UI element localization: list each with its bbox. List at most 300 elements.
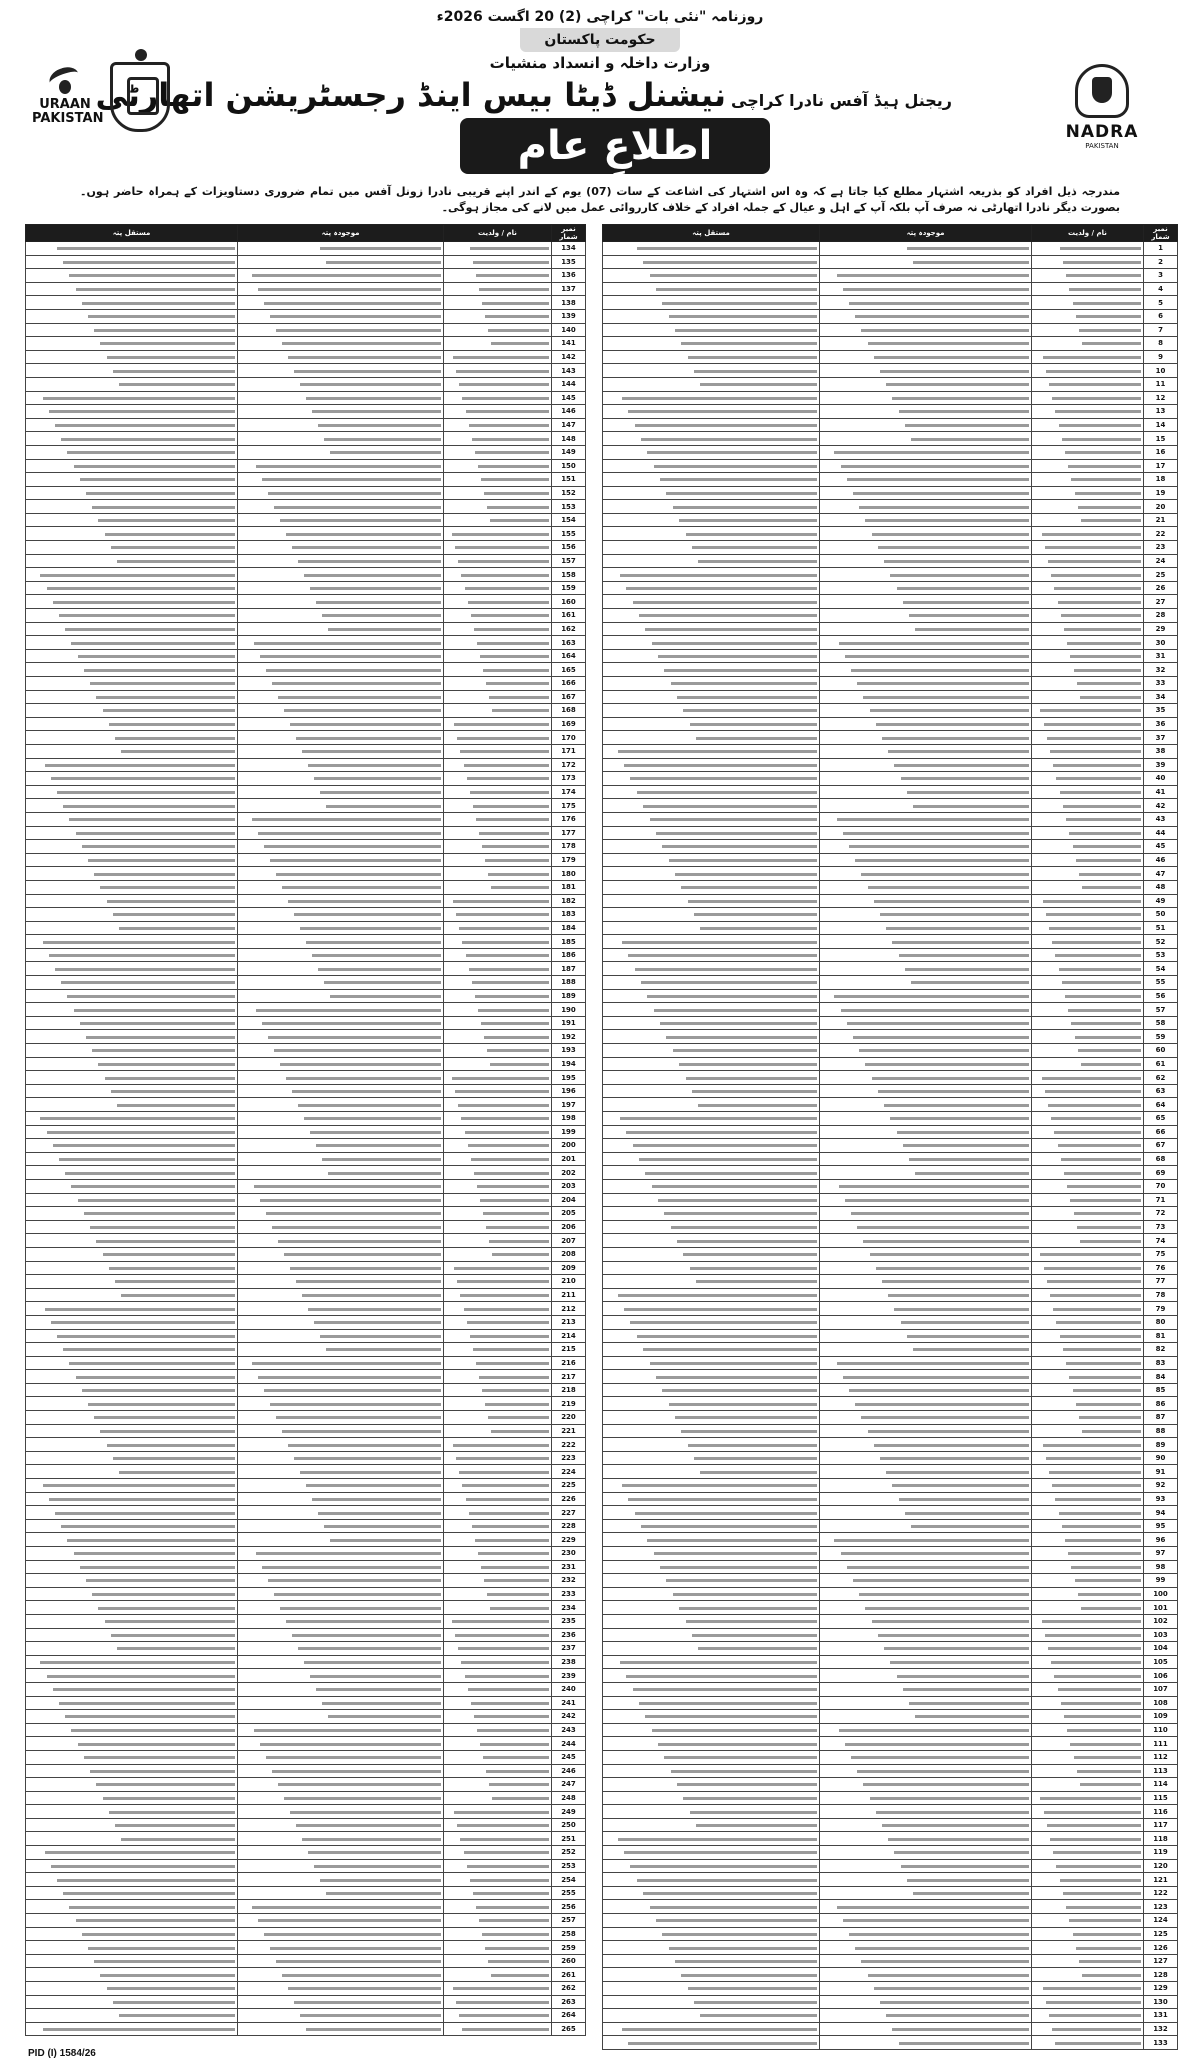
- row-permanent-address: [26, 2009, 238, 2023]
- row-permanent-address: [603, 1614, 820, 1628]
- row-serial-number: 103: [1144, 1628, 1178, 1642]
- row-name: [1032, 282, 1144, 296]
- table-row: [26, 1900, 586, 1914]
- regional-office-label: ریجنل ہیڈ آفس نادرا کراچی: [731, 91, 952, 110]
- illegible-text-fill: [841, 465, 1029, 468]
- illegible-text-fill: [107, 1987, 235, 1990]
- row-permanent-address: [26, 1601, 238, 1615]
- illegible-text-fill: [254, 1729, 441, 1732]
- table-row: [26, 1003, 586, 1017]
- table-row: [26, 1261, 586, 1275]
- row-permanent-address: [26, 1778, 238, 1792]
- table-row: [26, 1628, 586, 1642]
- row-current-address: [238, 541, 444, 555]
- row-current-address: [238, 812, 444, 826]
- illegible-text-fill: [671, 1226, 817, 1229]
- row-serial-number: 20: [1144, 500, 1178, 514]
- illegible-text-fill: [109, 1811, 235, 1814]
- row-current-address: [238, 1628, 444, 1642]
- row-serial-number: 59: [1144, 1030, 1178, 1044]
- row-permanent-address: [26, 1220, 238, 1234]
- row-permanent-address: [26, 1071, 238, 1085]
- table-row: [26, 758, 586, 772]
- illegible-text-fill: [897, 1131, 1029, 1134]
- illegible-text-fill: [626, 1131, 817, 1134]
- row-permanent-address: [26, 364, 238, 378]
- row-serial-number: 69: [1144, 1166, 1178, 1180]
- row-permanent-address: [26, 1084, 238, 1098]
- row-serial-number: 221: [552, 1424, 586, 1438]
- row-name: [1032, 513, 1144, 527]
- row-name: [444, 242, 552, 256]
- illegible-text-fill: [252, 818, 441, 821]
- row-name: [1032, 935, 1144, 949]
- table-row: [603, 1424, 1178, 1438]
- row-current-address: [238, 704, 444, 718]
- illegible-text-fill: [882, 737, 1029, 740]
- illegible-text-fill: [1049, 927, 1141, 930]
- table-row: [26, 1587, 586, 1601]
- illegible-text-fill: [270, 1947, 441, 1950]
- row-current-address: [820, 1859, 1032, 1873]
- illegible-text-fill: [262, 1022, 441, 1025]
- row-name: [1032, 1954, 1144, 1968]
- table-row: [603, 1125, 1178, 1139]
- header-serial: نمبر شمار: [552, 225, 586, 242]
- illegible-text-fill: [310, 1131, 441, 1134]
- row-name: [444, 636, 552, 650]
- row-permanent-address: [603, 432, 820, 446]
- row-permanent-address: [603, 1397, 820, 1411]
- row-name: [1032, 894, 1144, 908]
- illegible-text-fill: [671, 682, 817, 685]
- row-name: [444, 323, 552, 337]
- row-name: [1032, 1560, 1144, 1574]
- illegible-text-fill: [696, 1824, 817, 1827]
- row-name: [444, 1642, 552, 1656]
- illegible-text-fill: [1080, 1240, 1141, 1243]
- row-current-address: [238, 1247, 444, 1261]
- row-permanent-address: [603, 405, 820, 419]
- row-name: [444, 853, 552, 867]
- row-name: [444, 894, 552, 908]
- row-permanent-address: [603, 1003, 820, 1017]
- row-current-address: [238, 1723, 444, 1737]
- illegible-text-fill: [113, 1457, 235, 1460]
- row-current-address: [820, 1968, 1032, 1982]
- illegible-text-fill: [478, 1552, 549, 1555]
- header-name: نام / ولدیت: [1032, 225, 1144, 242]
- illegible-text-fill: [1063, 805, 1141, 808]
- row-current-address: [238, 1397, 444, 1411]
- row-name: [444, 1587, 552, 1601]
- table-row: [603, 1519, 1178, 1533]
- illegible-text-fill: [1069, 1919, 1141, 1922]
- row-serial-number: 47: [1144, 867, 1178, 881]
- illegible-text-fill: [1074, 669, 1141, 672]
- table-row: [603, 2009, 1178, 2023]
- row-serial-number: 117: [1144, 1818, 1178, 1832]
- row-current-address: [238, 1275, 444, 1289]
- row-permanent-address: [603, 1873, 820, 1887]
- illegible-text-fill: [98, 1607, 235, 1610]
- illegible-text-fill: [694, 913, 817, 916]
- illegible-text-fill: [1055, 410, 1141, 413]
- illegible-text-fill: [475, 1539, 549, 1542]
- illegible-text-fill: [909, 1702, 1029, 1705]
- row-serial-number: 96: [1144, 1533, 1178, 1547]
- row-name: [1032, 1832, 1144, 1846]
- row-permanent-address: [26, 1207, 238, 1221]
- row-permanent-address: [603, 1587, 820, 1601]
- illegible-text-fill: [892, 397, 1029, 400]
- row-permanent-address: [603, 1982, 820, 1996]
- illegible-text-fill: [1063, 1892, 1141, 1895]
- row-name: [444, 1424, 552, 1438]
- row-current-address: [820, 1261, 1032, 1275]
- row-serial-number: 92: [1144, 1479, 1178, 1493]
- illegible-text-fill: [694, 370, 817, 373]
- row-serial-number: 134: [552, 242, 586, 256]
- illegible-text-fill: [681, 1974, 817, 1977]
- illegible-text-fill: [884, 1104, 1029, 1107]
- illegible-text-fill: [292, 546, 441, 549]
- row-serial-number: 147: [552, 418, 586, 432]
- table-row: [26, 1791, 586, 1805]
- illegible-text-fill: [853, 1036, 1029, 1039]
- illegible-text-fill: [324, 1525, 441, 1528]
- illegible-text-fill: [294, 2001, 441, 2004]
- row-serial-number: 132: [1144, 2022, 1178, 2036]
- row-current-address: [820, 921, 1032, 935]
- illegible-text-fill: [650, 1362, 817, 1365]
- row-current-address: [820, 1682, 1032, 1696]
- table-row: [603, 1329, 1178, 1343]
- illegible-text-fill: [1069, 832, 1141, 835]
- row-name: [444, 527, 552, 541]
- row-serial-number: 118: [1144, 1832, 1178, 1846]
- illegible-text-fill: [1068, 1009, 1141, 1012]
- row-serial-number: 91: [1144, 1465, 1178, 1479]
- illegible-text-fill: [892, 2028, 1029, 2031]
- illegible-text-fill: [260, 1743, 441, 1746]
- table-row: [603, 296, 1178, 310]
- illegible-text-fill: [1070, 1199, 1141, 1202]
- row-name: [1032, 1655, 1144, 1669]
- row-serial-number: 83: [1144, 1356, 1178, 1370]
- row-name: [1032, 1465, 1144, 1479]
- table-row: [26, 1356, 586, 1370]
- illegible-text-fill: [298, 1647, 441, 1650]
- table-row: [603, 1737, 1178, 1751]
- illegible-text-fill: [1073, 1389, 1141, 1392]
- illegible-text-fill: [61, 981, 235, 984]
- table-row: [26, 1750, 586, 1764]
- row-name: [444, 1356, 552, 1370]
- row-permanent-address: [26, 1574, 238, 1588]
- row-serial-number: 7: [1144, 323, 1178, 337]
- row-permanent-address: [26, 1900, 238, 1914]
- row-permanent-address: [603, 1152, 820, 1166]
- row-current-address: [238, 799, 444, 813]
- row-name: [1032, 1166, 1144, 1180]
- table-row: [26, 595, 586, 609]
- table-row: [603, 1764, 1178, 1778]
- illegible-text-fill: [618, 1838, 817, 1841]
- illegible-text-fill: [69, 1362, 235, 1365]
- row-serial-number: 168: [552, 704, 586, 718]
- row-name: [444, 1968, 552, 1982]
- illegible-text-fill: [878, 546, 1029, 549]
- illegible-text-fill: [61, 1525, 235, 1528]
- row-current-address: [238, 1098, 444, 1112]
- row-serial-number: 49: [1144, 894, 1178, 908]
- row-current-address: [238, 1846, 444, 1860]
- row-name: [1032, 1628, 1144, 1642]
- illegible-text-fill: [473, 261, 549, 264]
- illegible-text-fill: [310, 587, 441, 590]
- illegible-text-fill: [482, 1389, 549, 1392]
- row-permanent-address: [603, 1859, 820, 1873]
- row-serial-number: 160: [552, 595, 586, 609]
- row-permanent-address: [603, 1846, 820, 1860]
- row-permanent-address: [603, 1574, 820, 1588]
- row-serial-number: 110: [1144, 1723, 1178, 1737]
- row-serial-number: 9: [1144, 350, 1178, 364]
- row-current-address: [820, 432, 1032, 446]
- table-row: [603, 853, 1178, 867]
- illegible-text-fill: [669, 859, 817, 862]
- row-name: [1032, 1016, 1144, 1030]
- row-serial-number: 240: [552, 1682, 586, 1696]
- row-permanent-address: [26, 242, 238, 256]
- row-current-address: [820, 486, 1032, 500]
- illegible-text-fill: [63, 1892, 235, 1895]
- row-current-address: [238, 948, 444, 962]
- illegible-text-fill: [1077, 682, 1141, 685]
- row-permanent-address: [26, 1873, 238, 1887]
- illegible-text-fill: [63, 261, 235, 264]
- illegible-text-fill: [252, 1362, 441, 1365]
- row-name: [444, 1778, 552, 1792]
- row-serial-number: 245: [552, 1750, 586, 1764]
- row-name: [1032, 1207, 1144, 1221]
- row-current-address: [820, 1152, 1032, 1166]
- illegible-text-fill: [700, 383, 817, 386]
- table-row: [26, 1506, 586, 1520]
- table-row: [26, 1030, 586, 1044]
- row-permanent-address: [26, 405, 238, 419]
- illegible-text-fill: [472, 438, 549, 441]
- table-row: [26, 1166, 586, 1180]
- table-row: [603, 1397, 1178, 1411]
- illegible-text-fill: [300, 1471, 441, 1474]
- row-serial-number: 232: [552, 1574, 586, 1588]
- illegible-text-fill: [282, 1974, 441, 1977]
- uraan-bird-icon: [45, 64, 85, 98]
- illegible-text-fill: [308, 1851, 441, 1854]
- row-permanent-address: [603, 337, 820, 351]
- illegible-text-fill: [696, 737, 817, 740]
- row-current-address: [238, 581, 444, 595]
- illegible-text-fill: [49, 410, 235, 413]
- row-name: [1032, 1288, 1144, 1302]
- illegible-text-fill: [107, 356, 235, 359]
- row-name: [444, 1846, 552, 1860]
- row-name: [444, 812, 552, 826]
- row-serial-number: 106: [1144, 1669, 1178, 1683]
- table-row: [603, 894, 1178, 908]
- illegible-text-fill: [880, 2001, 1029, 2004]
- row-permanent-address: [26, 1411, 238, 1425]
- illegible-text-fill: [452, 1620, 549, 1623]
- row-current-address: [238, 1234, 444, 1248]
- row-current-address: [820, 1411, 1032, 1425]
- illegible-text-fill: [618, 1294, 817, 1297]
- row-permanent-address: [603, 255, 820, 269]
- row-serial-number: 109: [1144, 1710, 1178, 1724]
- table-row: [603, 1207, 1178, 1221]
- illegible-text-fill: [868, 1974, 1029, 1977]
- illegible-text-fill: [675, 1416, 817, 1419]
- row-name: [444, 921, 552, 935]
- illegible-text-fill: [880, 913, 1029, 916]
- row-current-address: [820, 1846, 1032, 1860]
- header-current-address: موجودہ پتہ: [820, 225, 1032, 242]
- table-row: [26, 1193, 586, 1207]
- illegible-text-fill: [100, 886, 235, 889]
- illegible-text-fill: [266, 1756, 441, 1759]
- row-current-address: [820, 1112, 1032, 1126]
- illegible-text-fill: [304, 1117, 441, 1120]
- row-name: [1032, 1750, 1144, 1764]
- row-serial-number: 213: [552, 1315, 586, 1329]
- illegible-text-fill: [61, 438, 235, 441]
- row-permanent-address: [26, 758, 238, 772]
- row-current-address: [238, 1614, 444, 1628]
- illegible-text-fill: [1048, 560, 1141, 563]
- row-current-address: [820, 1166, 1032, 1180]
- table-row: [603, 826, 1178, 840]
- table-row: [26, 704, 586, 718]
- row-permanent-address: [603, 744, 820, 758]
- illegible-text-fill: [863, 1240, 1029, 1243]
- table-body-right: [603, 242, 1178, 2050]
- illegible-text-fill: [288, 900, 441, 903]
- illegible-text-fill: [834, 451, 1029, 454]
- table-row: [603, 744, 1178, 758]
- illegible-text-fill: [677, 696, 817, 699]
- table-row: [603, 1954, 1178, 1968]
- row-name: [1032, 1710, 1144, 1724]
- row-current-address: [820, 744, 1032, 758]
- illegible-text-fill: [96, 696, 235, 699]
- row-serial-number: 177: [552, 826, 586, 840]
- row-current-address: [238, 622, 444, 636]
- illegible-text-fill: [1062, 438, 1141, 441]
- illegible-text-fill: [849, 1389, 1029, 1392]
- row-current-address: [238, 282, 444, 296]
- row-name: [1032, 1302, 1144, 1316]
- row-current-address: [238, 908, 444, 922]
- illegible-text-fill: [470, 247, 549, 250]
- row-serial-number: 252: [552, 1846, 586, 1860]
- row-serial-number: 17: [1144, 459, 1178, 473]
- row-name: [444, 1818, 552, 1832]
- row-permanent-address: [603, 541, 820, 555]
- illegible-text-fill: [1061, 1158, 1141, 1161]
- table-row: [26, 1982, 586, 1996]
- row-current-address: [238, 2022, 444, 2036]
- table-row: [26, 527, 586, 541]
- row-name: [444, 1560, 552, 1574]
- illegible-text-fill: [675, 1960, 817, 1963]
- row-permanent-address: [26, 1030, 238, 1044]
- illegible-text-fill: [692, 1090, 817, 1093]
- row-current-address: [238, 1383, 444, 1397]
- illegible-text-fill: [462, 1484, 549, 1487]
- row-name: [444, 1220, 552, 1234]
- illegible-text-fill: [626, 1675, 817, 1678]
- illegible-text-fill: [618, 750, 817, 753]
- table-row: [603, 1669, 1178, 1683]
- row-current-address: [820, 445, 1032, 459]
- table-row: [26, 1927, 586, 1941]
- illegible-text-fill: [890, 574, 1029, 577]
- table-row: [26, 1533, 586, 1547]
- row-serial-number: 142: [552, 350, 586, 364]
- row-serial-number: 26: [1144, 581, 1178, 595]
- table-row: [603, 1995, 1178, 2009]
- illegible-text-fill: [322, 1702, 441, 1705]
- illegible-text-fill: [456, 913, 549, 916]
- illegible-text-fill: [318, 1512, 441, 1515]
- table-row: [603, 663, 1178, 677]
- row-current-address: [820, 1315, 1032, 1329]
- illegible-text-fill: [1050, 1294, 1141, 1297]
- row-current-address: [238, 731, 444, 745]
- row-current-address: [238, 880, 444, 894]
- illegible-text-fill: [454, 1267, 549, 1270]
- illegible-text-fill: [1082, 886, 1141, 889]
- illegible-text-fill: [903, 601, 1029, 604]
- table-row: [603, 527, 1178, 541]
- illegible-text-fill: [115, 1280, 235, 1283]
- illegible-text-fill: [471, 1158, 549, 1161]
- row-serial-number: 114: [1144, 1778, 1178, 1792]
- uraan-logo-line1: URAAN: [39, 97, 91, 112]
- row-permanent-address: [26, 1669, 238, 1683]
- illegible-text-fill: [266, 1212, 441, 1215]
- row-permanent-address: [26, 649, 238, 663]
- illegible-text-fill: [479, 288, 549, 291]
- illegible-text-fill: [328, 628, 441, 631]
- illegible-text-fill: [1076, 1947, 1141, 1950]
- illegible-text-fill: [475, 995, 549, 998]
- row-current-address: [238, 690, 444, 704]
- row-current-address: [238, 377, 444, 391]
- table-row: [26, 486, 586, 500]
- table-row: [26, 867, 586, 881]
- row-permanent-address: [26, 1737, 238, 1751]
- row-permanent-address: [26, 1941, 238, 1955]
- illegible-text-fill: [679, 519, 817, 522]
- row-current-address: [820, 1818, 1032, 1832]
- row-name: [444, 255, 552, 269]
- table-row: [26, 581, 586, 595]
- row-serial-number: 35: [1144, 704, 1178, 718]
- illegible-text-fill: [252, 274, 441, 277]
